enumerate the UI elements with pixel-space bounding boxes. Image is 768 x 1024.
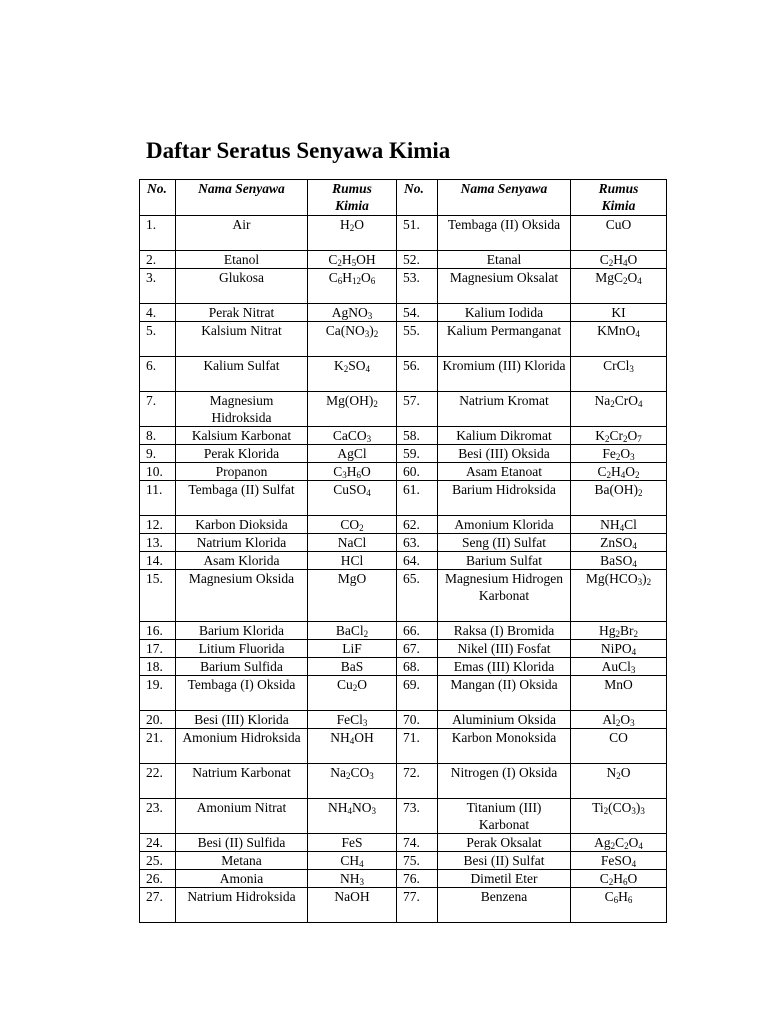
compound-name: Nikel (III) Fosfat bbox=[438, 640, 571, 658]
compound-formula: LiF bbox=[308, 640, 397, 658]
compound-number: 12. bbox=[140, 516, 176, 534]
compound-name: Amonium Hidroksida bbox=[176, 729, 308, 764]
table-row bbox=[140, 251, 667, 269]
compound-number: 64. bbox=[397, 552, 438, 570]
compound-formula: AgCl bbox=[308, 445, 397, 463]
compound-name: Besi (II) Sulfat bbox=[438, 852, 571, 870]
table-row bbox=[140, 711, 667, 729]
compound-number: 21. bbox=[140, 729, 176, 764]
compound-name: Amonium Nitrat bbox=[176, 799, 308, 834]
compound-number: 53. bbox=[397, 269, 438, 304]
compound-number: 10. bbox=[140, 463, 176, 481]
compound-number: 59. bbox=[397, 445, 438, 463]
compound-formula: $C_6H_6$ bbox=[571, 888, 667, 923]
compound-name: Magnesium Oksida bbox=[176, 570, 308, 622]
compound-number: 70. bbox=[397, 711, 438, 729]
compound-name: Natrium Klorida bbox=[176, 534, 308, 552]
compound-number: 55. bbox=[397, 322, 438, 357]
table-row bbox=[140, 729, 667, 764]
compound-name: Asam Etanoat bbox=[438, 463, 571, 481]
compound-number: 19. bbox=[140, 676, 176, 711]
compound-number: 11. bbox=[140, 481, 176, 516]
compound-name: Tembaga (II) Sulfat bbox=[176, 481, 308, 516]
compound-name: Kalium Dikromat bbox=[438, 427, 571, 445]
compound-formula: $K_2SO_4$ bbox=[308, 357, 397, 392]
compound-name: Titanium (III) Karbonat bbox=[438, 799, 571, 834]
compound-number: 3. bbox=[140, 269, 176, 304]
table-row bbox=[140, 622, 667, 640]
compound-formula: KI bbox=[571, 304, 667, 322]
compound-formula: MgO bbox=[308, 570, 397, 622]
compound-name: Magnesium Hidrogen Karbonat bbox=[438, 570, 571, 622]
compound-name: Kromium (III) Klorida bbox=[438, 357, 571, 392]
compound-name: Karbon Monoksida bbox=[438, 729, 571, 764]
compound-formula: $CH_4$ bbox=[308, 852, 397, 870]
compound-number: 72. bbox=[397, 764, 438, 799]
compound-name: Propanon bbox=[176, 463, 308, 481]
compound-name: Karbon Dioksida bbox=[176, 516, 308, 534]
page-title: Daftar Seratus Senyawa Kimia bbox=[146, 138, 451, 163]
compound-formula: FeSO$_4$ bbox=[571, 852, 667, 870]
compound-formula: $Mg(HCO_3)_2$ bbox=[571, 570, 667, 622]
compound-formula: $C_2H_4O$ bbox=[571, 251, 667, 269]
compound-formula: $Ti_2(CO_3)_3$ bbox=[571, 799, 667, 834]
compound-formula: $N_2O$ bbox=[571, 764, 667, 799]
compound-number: 61. bbox=[397, 481, 438, 516]
compound-name: Nitrogen (I) Oksida bbox=[438, 764, 571, 799]
compound-name: Kalsium Karbonat bbox=[176, 427, 308, 445]
table-row bbox=[140, 640, 667, 658]
compound-name: Kalium Permanganat bbox=[438, 322, 571, 357]
table-row bbox=[140, 392, 667, 427]
compound-formula: MnO bbox=[571, 676, 667, 711]
compound-formula: BaCl$_2$ bbox=[308, 622, 397, 640]
compound-formula: $NH_4OH$ bbox=[308, 729, 397, 764]
compound-formula: $Mg(OH)_2$ bbox=[308, 392, 397, 427]
compound-name: Litium Fluorida bbox=[176, 640, 308, 658]
compound-formula: ZnSO$_4$ bbox=[571, 534, 667, 552]
header-formula-line2: Kimia bbox=[335, 198, 369, 213]
table-row bbox=[140, 676, 667, 711]
compound-table bbox=[139, 179, 667, 923]
compound-number: 56. bbox=[397, 357, 438, 392]
compound-formula: $C_2H_6O$ bbox=[571, 870, 667, 888]
header-name-left: Nama Senyawa bbox=[176, 180, 308, 216]
compound-formula: BaSO$_4$ bbox=[571, 552, 667, 570]
compound-number: 5. bbox=[140, 322, 176, 357]
compound-name: Besi (II) Sulfida bbox=[176, 834, 308, 852]
compound-name: Amonia bbox=[176, 870, 308, 888]
compound-formula: $C_3H_6O$ bbox=[308, 463, 397, 481]
compound-number: 51. bbox=[397, 216, 438, 251]
compound-name: Barium Sulfida bbox=[176, 658, 308, 676]
header-formula-line1: Rumus bbox=[332, 181, 372, 196]
compound-name: Mangan (II) Oksida bbox=[438, 676, 571, 711]
compound-number: 27. bbox=[140, 888, 176, 923]
compound-formula: $H_2O$ bbox=[308, 216, 397, 251]
compound-number: 17. bbox=[140, 640, 176, 658]
compound-formula: $C_2H_5OH$ bbox=[308, 251, 397, 269]
compound-number: 22. bbox=[140, 764, 176, 799]
compound-number: 52. bbox=[397, 251, 438, 269]
compound-name: Air bbox=[176, 216, 308, 251]
table-row bbox=[140, 570, 667, 622]
compound-number: 74. bbox=[397, 834, 438, 852]
compound-name: Magnesium Oksalat bbox=[438, 269, 571, 304]
compound-formula: $CO_2$ bbox=[308, 516, 397, 534]
compound-formula: NaOH bbox=[308, 888, 397, 923]
compound-formula: BaS bbox=[308, 658, 397, 676]
compound-formula: $Ca(NO_3)_2$ bbox=[308, 322, 397, 357]
compound-number: 18. bbox=[140, 658, 176, 676]
compound-name: Perak Klorida bbox=[176, 445, 308, 463]
header-formula-line1: Rumus bbox=[598, 181, 639, 196]
compound-formula: AuCl$_3$ bbox=[571, 658, 667, 676]
compound-formula: $NH_3$ bbox=[308, 870, 397, 888]
compound-formula: HCl bbox=[308, 552, 397, 570]
header-name-right: Nama Senyawa bbox=[438, 180, 571, 216]
compound-formula: $Na_2CrO_4$ bbox=[571, 392, 667, 427]
table-row bbox=[140, 870, 667, 888]
table-row bbox=[140, 764, 667, 799]
table-row bbox=[140, 463, 667, 481]
table-row bbox=[140, 481, 667, 516]
compound-number: 2. bbox=[140, 251, 176, 269]
table-row bbox=[140, 269, 667, 304]
compound-formula: KMnO$_4$ bbox=[571, 322, 667, 357]
compound-number: 4. bbox=[140, 304, 176, 322]
table-row bbox=[140, 658, 667, 676]
compound-name: Glukosa bbox=[176, 269, 308, 304]
compound-formula: NaCl bbox=[308, 534, 397, 552]
compound-number: 69. bbox=[397, 676, 438, 711]
compound-number: 20. bbox=[140, 711, 176, 729]
compound-name: Magnesium Hidroksida bbox=[176, 392, 308, 427]
compound-name: Asam Klorida bbox=[176, 552, 308, 570]
compound-name: Emas (III) Klorida bbox=[438, 658, 571, 676]
compound-number: 24. bbox=[140, 834, 176, 852]
compound-name: Metana bbox=[176, 852, 308, 870]
table-row bbox=[140, 216, 667, 251]
compound-name: Kalium Iodida bbox=[438, 304, 571, 322]
table-row bbox=[140, 799, 667, 834]
compound-formula: CaCO$_3$ bbox=[308, 427, 397, 445]
compound-name: Dimetil Eter bbox=[438, 870, 571, 888]
compound-formula: $NH_4Cl$ bbox=[571, 516, 667, 534]
compound-number: 65. bbox=[397, 570, 438, 622]
compound-formula: $Cu_2O$ bbox=[308, 676, 397, 711]
compound-number: 6. bbox=[140, 357, 176, 392]
compound-number: 77. bbox=[397, 888, 438, 923]
table-row bbox=[140, 888, 667, 923]
compound-formula: $C_2H_4O_2$ bbox=[571, 463, 667, 481]
header-formula-right bbox=[571, 180, 667, 216]
compound-name: Etanol bbox=[176, 251, 308, 269]
compound-number: 13. bbox=[140, 534, 176, 552]
table-row bbox=[140, 852, 667, 870]
compound-number: 8. bbox=[140, 427, 176, 445]
compound-formula: $C_6H_{12}O_6$ bbox=[308, 269, 397, 304]
compound-number: 75. bbox=[397, 852, 438, 870]
compound-number: 58. bbox=[397, 427, 438, 445]
compound-name: Raksa (I) Bromida bbox=[438, 622, 571, 640]
compound-number: 7. bbox=[140, 392, 176, 427]
compound-formula: CrCl$_3$ bbox=[571, 357, 667, 392]
compound-name: Kalium Sulfat bbox=[176, 357, 308, 392]
compound-name: Barium Sulfat bbox=[438, 552, 571, 570]
compound-formula: CuO bbox=[571, 216, 667, 251]
compound-number: 73. bbox=[397, 799, 438, 834]
compound-name: Besi (III) Oksida bbox=[438, 445, 571, 463]
compound-number: 25. bbox=[140, 852, 176, 870]
compound-name: Barium Hidroksida bbox=[438, 481, 571, 516]
compound-name: Tembaga (I) Oksida bbox=[176, 676, 308, 711]
compound-number: 63. bbox=[397, 534, 438, 552]
compound-formula: AgNO$_3$ bbox=[308, 304, 397, 322]
table-row bbox=[140, 304, 667, 322]
compound-number: 16. bbox=[140, 622, 176, 640]
compound-name: Perak Oksalat bbox=[438, 834, 571, 852]
compound-formula: $Na_2CO_3$ bbox=[308, 764, 397, 799]
compound-name: Natrium Karbonat bbox=[176, 764, 308, 799]
table-row bbox=[140, 445, 667, 463]
table-row bbox=[140, 357, 667, 392]
compound-number: 66. bbox=[397, 622, 438, 640]
compound-name: Amonium Klorida bbox=[438, 516, 571, 534]
compound-number: 1. bbox=[140, 216, 176, 251]
compound-number: 76. bbox=[397, 870, 438, 888]
compound-name: Natrium Kromat bbox=[438, 392, 571, 427]
table-header-row bbox=[140, 180, 667, 216]
compound-number: 57. bbox=[397, 392, 438, 427]
compound-name: Natrium Hidroksida bbox=[176, 888, 308, 923]
compound-number: 62. bbox=[397, 516, 438, 534]
compound-name: Kalsium Nitrat bbox=[176, 322, 308, 357]
header-no-right: No. bbox=[397, 180, 438, 216]
header-no-left: No. bbox=[140, 180, 176, 216]
header-formula-line2: Kimia bbox=[601, 198, 636, 213]
compound-name: Aluminium Oksida bbox=[438, 711, 571, 729]
compound-formula: $NH_4NO_3$ bbox=[308, 799, 397, 834]
compound-name: Etanal bbox=[438, 251, 571, 269]
compound-name: Benzena bbox=[438, 888, 571, 923]
compound-formula: $MgC_2O_4$ bbox=[571, 269, 667, 304]
compound-number: 15. bbox=[140, 570, 176, 622]
compound-formula: NiPO$_4$ bbox=[571, 640, 667, 658]
compound-number: 54. bbox=[397, 304, 438, 322]
compound-number: 14. bbox=[140, 552, 176, 570]
compound-formula: $K_2Cr_2O_7$ bbox=[571, 427, 667, 445]
table-row bbox=[140, 322, 667, 357]
compound-number: 9. bbox=[140, 445, 176, 463]
table-row bbox=[140, 516, 667, 534]
compound-name: Tembaga (II) Oksida bbox=[438, 216, 571, 251]
compound-formula: FeS bbox=[308, 834, 397, 852]
compound-number: 23. bbox=[140, 799, 176, 834]
compound-formula: $Fe_2O_3$ bbox=[571, 445, 667, 463]
compound-formula: FeCl$_3$ bbox=[308, 711, 397, 729]
compound-number: 26. bbox=[140, 870, 176, 888]
compound-number: 71. bbox=[397, 729, 438, 764]
compound-formula: CO bbox=[571, 729, 667, 764]
table-row bbox=[140, 834, 667, 852]
compound-number: 67. bbox=[397, 640, 438, 658]
header-formula-left bbox=[308, 180, 397, 216]
table-row bbox=[140, 552, 667, 570]
compound-formula: $Al_2O_3$ bbox=[571, 711, 667, 729]
compound-name: Besi (III) Klorida bbox=[176, 711, 308, 729]
compound-name: Seng (II) Sulfat bbox=[438, 534, 571, 552]
table-row bbox=[140, 534, 667, 552]
compound-formula: CuSO$_4$ bbox=[308, 481, 397, 516]
compound-formula: $Hg_2Br_2$ bbox=[571, 622, 667, 640]
compound-formula: $Ba(OH)_2$ bbox=[571, 481, 667, 516]
compound-name: Barium Klorida bbox=[176, 622, 308, 640]
compound-number: 68. bbox=[397, 658, 438, 676]
compound-number: 60. bbox=[397, 463, 438, 481]
compound-name: Perak Nitrat bbox=[176, 304, 308, 322]
table-body bbox=[140, 216, 667, 923]
table-row bbox=[140, 427, 667, 445]
compound-formula: $Ag_2C_2O_4$ bbox=[571, 834, 667, 852]
